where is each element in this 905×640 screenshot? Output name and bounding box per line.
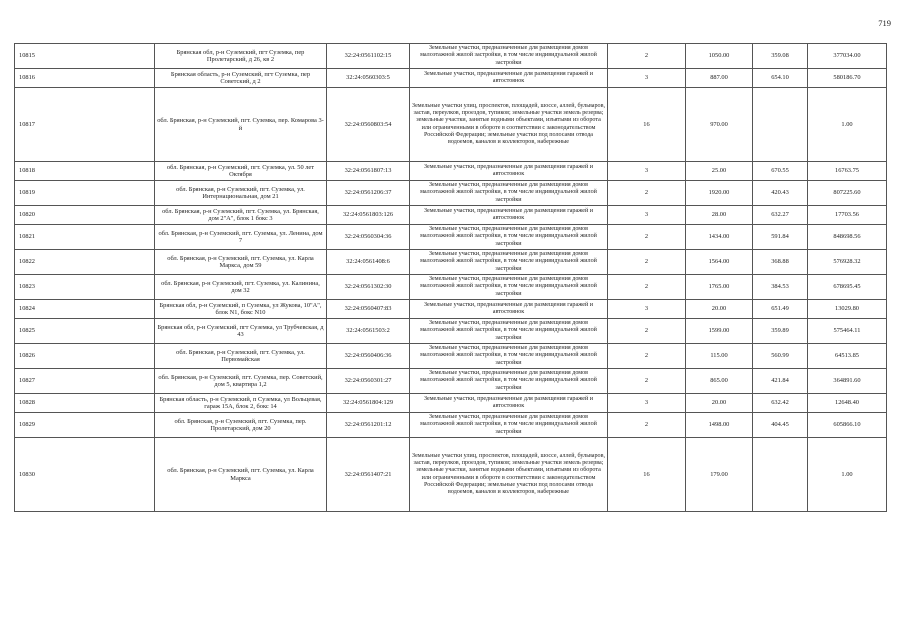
row-rate: 632.27 [753,206,808,225]
row-cadastral-number: 32:24:0561302:30 [327,275,410,300]
row-group: 2 [608,344,686,369]
row-address: Брянская область, р-н Суземский, пгт Суземка, пер Советский, д 2 [155,69,327,88]
table-row [15,369,887,394]
row-area: 1599.00 [686,319,753,344]
row-land-use: Земельные участки, предназначенные для размещения гаражей и автостоянок [410,206,608,225]
row-rate: 359.89 [753,319,808,344]
table-row [15,300,887,319]
row-cadastral-number: 32:24:0561201:12 [327,413,410,438]
table-row [15,413,887,438]
row-address: обл. Брянская, р-н Суземский, пгт. Суземка, ул. Ленина, дом 7 [155,225,327,250]
row-cadastral-number: 32:24:0560407:83 [327,300,410,319]
row-id: 10815 [15,44,155,69]
row-cadastral-number: 32:24:0561206:37 [327,181,410,206]
row-address: обл. Брянская, р-н Суземский, пгт. Суземка, ул. Калинина, дом 32 [155,275,327,300]
row-cadastral-value: 16763.75 [808,162,887,181]
row-land-use: Земельные участки, предназначенные для размещения домов малоэтажной жилой застройки, в том числе индивидуальной жилой застройки [410,413,608,438]
row-area: 20.00 [686,394,753,413]
row-rate: 404.45 [753,413,808,438]
table-row [15,319,887,344]
table-row [15,181,887,206]
row-cadastral-value: 17703.56 [808,206,887,225]
row-area: 20.00 [686,300,753,319]
row-cadastral-value: 364891.60 [808,369,887,394]
row-rate: 560.99 [753,344,808,369]
row-land-use: Земельные участки, предназначенные для размещения домов малоэтажной жилой застройки, в том числе индивидуальной жилой застройки [410,181,608,206]
row-cadastral-value: 807225.60 [808,181,887,206]
row-land-use: Земельные участки улиц, проспектов, площадей, шоссе, аллей, бульваров, застав, переулков, проездов, тупиков; земельные участки земель резерва; земельные участки, занятые водными объектами, изъятыми из оборота или ограниченными в обороте в соответствии с законодательством Российской Федерации; земельные участки под полосами отвода водоемов, каналов и коллекторов, набережные [410,88,608,162]
cadastral-value-table [14,43,887,512]
row-cadastral-value: 64513.85 [808,344,887,369]
row-id: 10822 [15,250,155,275]
row-address: обл. Брянская, р-н Суземский, пгт. Суземка, ул. Брянская, дом 2"А", блок 1 бокс 3 [155,206,327,225]
table-row [15,206,887,225]
row-cadastral-number: 32:24:0561803:126 [327,206,410,225]
row-cadastral-number: 32:24:0561407:21 [327,438,410,512]
row-address: Брянская обл, р-н Суземский, пгт Суземка, ул Трубчевская, д 43 [155,319,327,344]
row-rate: 670.55 [753,162,808,181]
row-id: 10826 [15,344,155,369]
row-group: 3 [608,394,686,413]
row-area: 115.00 [686,344,753,369]
page-number: 719 [878,18,891,28]
row-id: 10828 [15,394,155,413]
row-id: 10816 [15,69,155,88]
row-cadastral-value: 575464.11 [808,319,887,344]
row-rate [753,438,808,512]
table-row [15,69,887,88]
row-id: 10821 [15,225,155,250]
row-land-use: Земельные участки, предназначенные для размещения домов малоэтажной жилой застройки, в том числе индивидуальной жилой застройки [410,369,608,394]
row-land-use: Земельные участки, предназначенные для размещения домов малоэтажной жилой застройки, в том числе индивидуальной жилой застройки [410,275,608,300]
row-cadastral-number: 32:24:0560803:54 [327,88,410,162]
table-row [15,44,887,69]
row-address: обл. Брянская, р-н Суземский, пгт. Суземка, пер. Пролетарский, дом 20 [155,413,327,438]
row-cadastral-value: 13029.80 [808,300,887,319]
row-area: 970.00 [686,88,753,162]
row-address: обл. Брянская, р-н Суземский, пгт. Суземка, пер. Советский, дом 5, квартира 1,2 [155,369,327,394]
row-cadastral-value: 678695.45 [808,275,887,300]
row-area: 865.00 [686,369,753,394]
row-rate: 654.10 [753,69,808,88]
table-row [15,162,887,181]
row-cadastral-number: 32:24:0561408:6 [327,250,410,275]
table-row [15,250,887,275]
row-land-use: Земельные участки, предназначенные для размещения гаражей и автостоянок [410,162,608,181]
row-id: 10825 [15,319,155,344]
row-land-use: Земельные участки, предназначенные для размещения гаражей и автостоянок [410,69,608,88]
row-address: обл. Брянская, р-н Суземский, пгт. Суземка, ул. Карла Маркса [155,438,327,512]
row-cadastral-value: 1.00 [808,88,887,162]
row-group: 3 [608,206,686,225]
row-group: 3 [608,300,686,319]
row-rate: 359.08 [753,44,808,69]
table-row [15,344,887,369]
row-rate: 421.84 [753,369,808,394]
row-address: Брянская обл, р-н Суземский, п Суземка, ул Жукова, 10"А", блок N1, бокс N10 [155,300,327,319]
row-cadastral-value: 377034.00 [808,44,887,69]
row-id: 10817 [15,88,155,162]
row-group: 16 [608,438,686,512]
row-area: 28.00 [686,206,753,225]
row-cadastral-number: 32:24:0561804:129 [327,394,410,413]
row-group: 2 [608,225,686,250]
row-cadastral-value: 12648.40 [808,394,887,413]
row-cadastral-value: 1.00 [808,438,887,512]
row-group: 2 [608,250,686,275]
row-id: 10823 [15,275,155,300]
row-area: 1498.00 [686,413,753,438]
row-address: обл. Брянская, р-н Суземский, пгт. Суземка, пер. Комарова 3-й [155,88,327,162]
row-rate: 420.43 [753,181,808,206]
row-area: 1564.00 [686,250,753,275]
row-group: 2 [608,369,686,394]
row-id: 10819 [15,181,155,206]
row-id: 10830 [15,438,155,512]
row-rate: 591.84 [753,225,808,250]
row-land-use: Земельные участки, предназначенные для размещения домов малоэтажной жилой застройки, в том числе индивидуальной жилой застройки [410,44,608,69]
row-group: 2 [608,413,686,438]
row-land-use: Земельные участки, предназначенные для размещения домов малоэтажной жилой застройки, в том числе индивидуальной жилой застройки [410,319,608,344]
row-id: 10818 [15,162,155,181]
table-row [15,438,887,512]
row-area: 25.00 [686,162,753,181]
row-rate: 384.53 [753,275,808,300]
row-land-use: Земельные участки, предназначенные для размещения домов малоэтажной жилой застройки, в том числе индивидуальной жилой застройки [410,225,608,250]
row-cadastral-number: 32:24:0560406:36 [327,344,410,369]
row-area: 1920.00 [686,181,753,206]
row-rate: 632.42 [753,394,808,413]
row-group: 2 [608,181,686,206]
row-group: 3 [608,69,686,88]
row-cadastral-value: 605866.10 [808,413,887,438]
row-area: 1765.00 [686,275,753,300]
row-group: 2 [608,44,686,69]
row-group: 3 [608,162,686,181]
table-row [15,275,887,300]
row-id: 10824 [15,300,155,319]
row-rate [753,88,808,162]
row-address: обл. Брянская, р-н Суземский, пгт. Суземка, ул. Интернациональная, дом 21 [155,181,327,206]
row-group: 16 [608,88,686,162]
row-cadastral-number: 32:24:0560303:5 [327,69,410,88]
row-land-use: Земельные участки, предназначенные для размещения гаражей и автостоянок [410,300,608,319]
row-address: обл. Брянская, р-н Суземский, пгт. Суземка, ул. Первомайская [155,344,327,369]
row-rate: 368.88 [753,250,808,275]
row-cadastral-value: 580186.70 [808,69,887,88]
row-area: 179.00 [686,438,753,512]
row-id: 10829 [15,413,155,438]
row-land-use: Земельные участки улиц, проспектов, площадей, шоссе, аллей, бульваров, застав, переулков, проездов, тупиков; земельные участки земель резерва; земельные участки, занятые водными объектами, изъятыми из оборота или ограниченными в обороте в соответствии с законодательством Российской Федерации; земельные участки под полосами отвода водоемов, каналов и коллекторов, набережные [410,438,608,512]
row-cadastral-number: 32:24:0561102:15 [327,44,410,69]
row-area: 887.00 [686,69,753,88]
row-cadastral-number: 32:24:0561807:13 [327,162,410,181]
row-cadastral-number: 32:24:0560301:27 [327,369,410,394]
row-area: 1434.00 [686,225,753,250]
row-land-use: Земельные участки, предназначенные для размещения гаражей и автостоянок [410,394,608,413]
table-row [15,225,887,250]
table-row [15,88,887,162]
row-cadastral-number: 32:24:0561503:2 [327,319,410,344]
row-area: 1050.00 [686,44,753,69]
row-rate: 651.49 [753,300,808,319]
row-id: 10820 [15,206,155,225]
row-land-use: Земельные участки, предназначенные для размещения домов малоэтажной жилой застройки, в том числе индивидуальной жилой застройки [410,344,608,369]
row-cadastral-value: 848698.56 [808,225,887,250]
row-id: 10827 [15,369,155,394]
row-cadastral-value: 576928.32 [808,250,887,275]
row-cadastral-number: 32:24:0560304:36 [327,225,410,250]
row-address: Брянская обл, р-н Суземский, пгт Суземка, пер Пролетарский, д 26, кв 2 [155,44,327,69]
row-group: 2 [608,319,686,344]
row-address: Брянская область, р-н Суземский, п Суземка, ул Вольцевая, гараж 15А, блок 2, бокс 14 [155,394,327,413]
table-row [15,394,887,413]
row-address: обл. Брянская, р-н Суземский, пгт. Суземка, ул. 50 лет Октября [155,162,327,181]
row-land-use: Земельные участки, предназначенные для размещения домов малоэтажной жилой застройки, в том числе индивидуальной жилой застройки [410,250,608,275]
row-address: обл. Брянская, р-н Суземский, пгт. Суземка, ул. Карла Маркса, дом 59 [155,250,327,275]
row-group: 2 [608,275,686,300]
